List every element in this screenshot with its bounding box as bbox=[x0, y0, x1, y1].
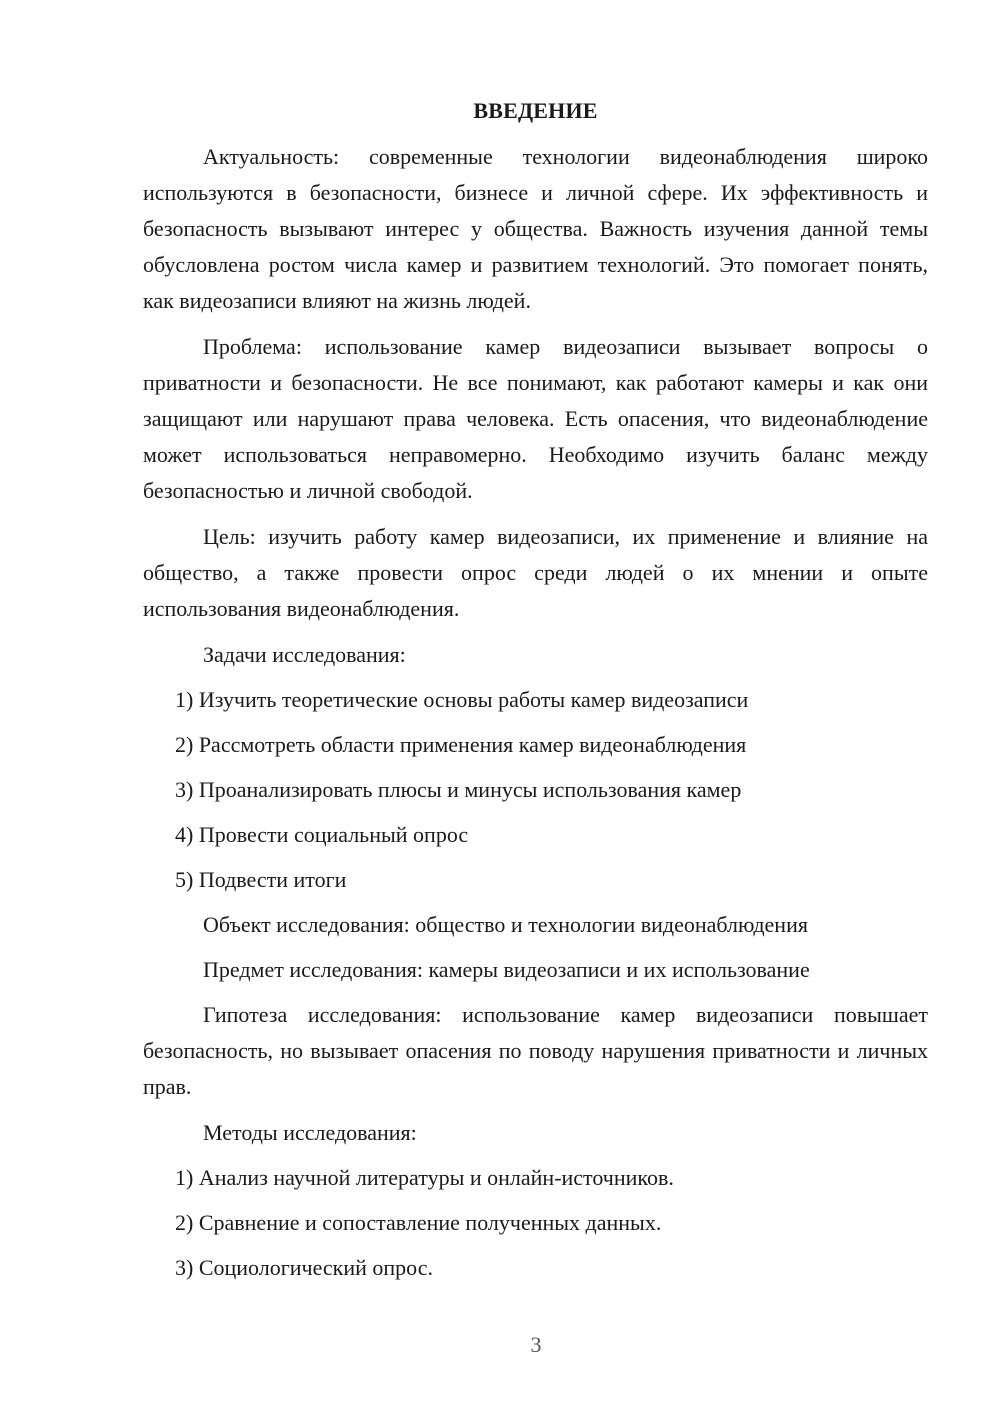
list-item: 2) Рассмотреть области применения камер видеонаблюдения bbox=[175, 732, 747, 757]
page-number: 3 bbox=[530, 1332, 542, 1357]
list-item: 3) Проанализировать плюсы и минусы использования камер bbox=[175, 777, 742, 802]
list-item: 2) Сравнение и сопоставление полученных данных. bbox=[175, 1210, 662, 1235]
list-item: 4) Провести социальный опрос bbox=[175, 822, 469, 847]
list-item: 3) Социологический опрос. bbox=[175, 1255, 433, 1280]
methods-list bbox=[143, 1160, 928, 1286]
tasks-list bbox=[143, 682, 928, 898]
hypothesis-paragraph: Гипотеза исследования: использование камер видеозаписи повышает безопасность, но вызывает опасения по поводу нарушения приватности и личных прав. bbox=[143, 1002, 928, 1099]
tasks-heading: Задачи исследования: bbox=[203, 642, 406, 667]
object-paragraph: Объект исследования: общество и технологии видеонаблюдения bbox=[203, 912, 808, 937]
page-title: ВВЕДЕНИЕ bbox=[473, 98, 598, 123]
list-item: 1) Анализ научной литературы и онлайн-источников. bbox=[175, 1165, 674, 1190]
list-item: 5) Подвести итоги bbox=[175, 867, 347, 892]
problem-paragraph: Проблема: использование камер видеозаписи вызывает вопросы о приватности и безопасности. Не все понимают, как работают камеры и как они защищают или нарушают права человека. Есть опасения, что видеонаблюдение может использоваться неправомерно. Необходимо изучить баланс между безопасностью и личной свободой. bbox=[143, 334, 928, 503]
goal-paragraph: Цель: изучить работу камер видеозаписи, их применение и влияние на общество, а также провести опрос среди людей о их мнении и опыте использования видеонаблюдения. bbox=[143, 524, 928, 621]
relevance-paragraph: Актуальность: современные технологии видеонаблюдения широко используются в безопасности, бизнесе и личной сфере. Их эффективность и безопасность вызывают интерес у общества. Важность изучения данной темы обусловлена ростом числа камер и развитием технологий. Это помогает понять, как видеозаписи влияют на жизнь людей. bbox=[143, 144, 928, 313]
document-page bbox=[143, 96, 928, 1295]
methods-heading: Методы исследования: bbox=[203, 1120, 417, 1145]
subject-paragraph: Предмет исследования: камеры видеозаписи и их использование bbox=[203, 957, 810, 982]
list-item: 1) Изучить теоретические основы работы камер видеозаписи bbox=[175, 687, 749, 712]
